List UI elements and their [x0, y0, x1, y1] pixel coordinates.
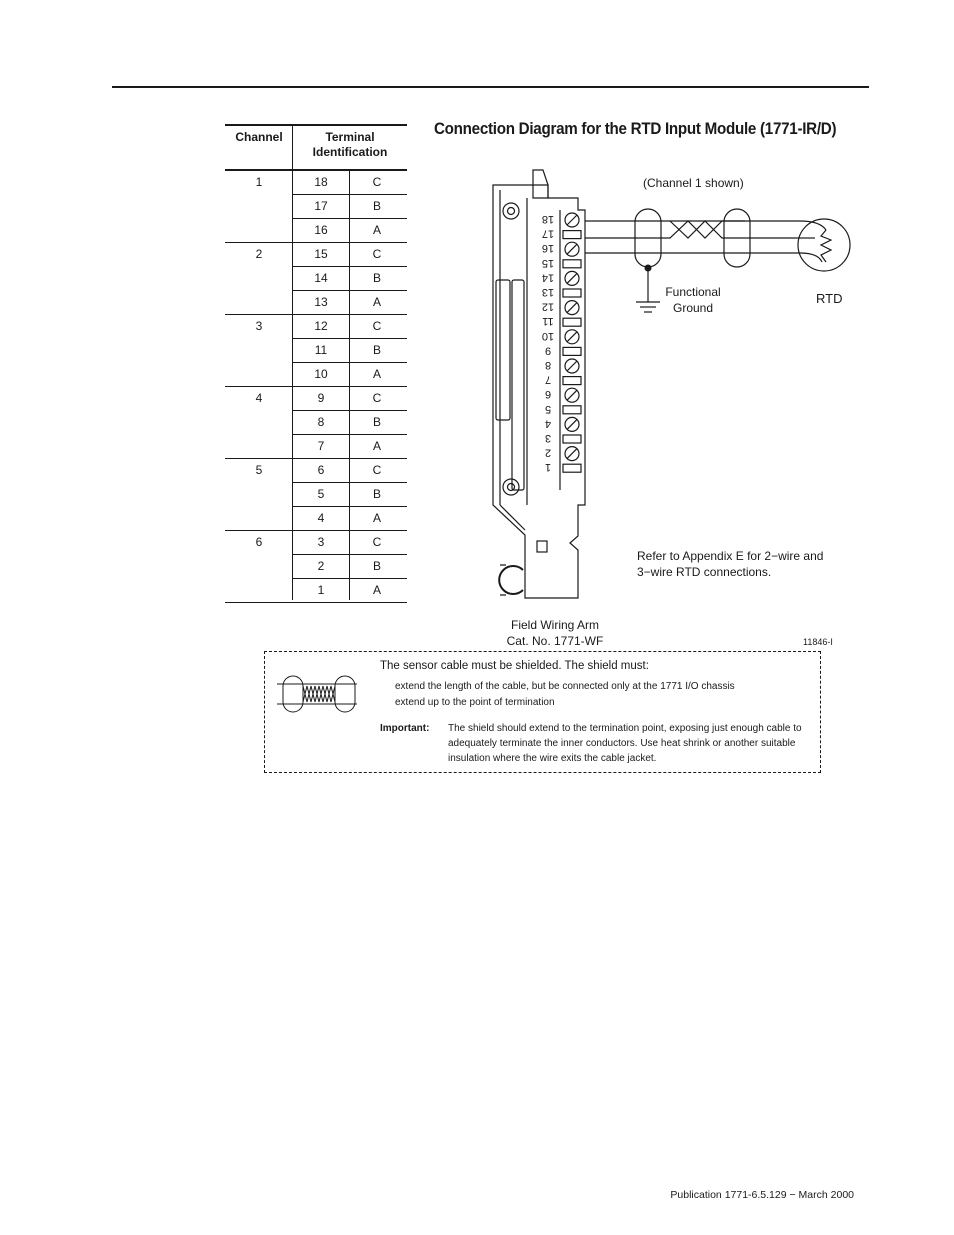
identification-cell: B [372, 343, 381, 357]
terminal-cell: 18 [314, 175, 328, 189]
terminal-cell: 10 [314, 367, 328, 381]
terminal-clamp-icon [563, 435, 581, 443]
terminal-screw-slot [567, 361, 577, 371]
appendix-note-line1: Refer to Appendix E for 2−wire and [637, 549, 824, 563]
important-text [448, 721, 802, 766]
wiring-arm-line2: Cat. No. 1771-WF [506, 634, 604, 648]
terminal-cell: 14 [314, 271, 328, 285]
identification-cell: A [372, 511, 381, 525]
terminal-screw-slot [567, 419, 577, 429]
terminal-number: 16 [541, 242, 555, 255]
terminal-clamp-icon [563, 377, 581, 385]
identification-cell: A [372, 583, 381, 597]
terminal-number: 10 [541, 329, 555, 342]
terminal-cell: 1 [317, 583, 325, 597]
terminal-clamp-icon [563, 318, 581, 326]
terminal-screw-slot [567, 390, 577, 400]
wiring-arm-label [490, 617, 620, 649]
arm-clip-icon [499, 566, 523, 594]
terminal-cell: 7 [317, 439, 325, 453]
shield-bullet-2: extend up to the point of termination [395, 697, 555, 708]
appendix-note [637, 548, 823, 580]
wiring-arm-outline [493, 185, 585, 598]
terminal-screw-slot [567, 244, 577, 254]
terminal-header-line2: Identification [312, 145, 388, 159]
identification-cell: A [372, 295, 381, 309]
terminal-screws [563, 213, 581, 472]
terminal-clamp-icon [563, 289, 581, 297]
terminal-header-line1: Terminal [325, 130, 375, 144]
terminal-number: 15 [541, 256, 555, 269]
terminal-cell: 8 [317, 415, 325, 429]
rtd-label: RTD [816, 291, 843, 306]
terminal-cell: 6 [317, 463, 325, 477]
identification-cell: C [372, 463, 382, 477]
channel-shown-label: (Channel 1 shown) [643, 176, 744, 190]
mount-screw-bottom-icon [503, 479, 519, 495]
mount-screw-top-icon [503, 203, 519, 219]
terminal-clamp-icon [563, 406, 581, 414]
terminal-number: 5 [544, 402, 552, 415]
terminal-cell: 17 [314, 199, 328, 213]
terminal-cell: 3 [317, 535, 325, 549]
functional-ground-label [655, 284, 731, 316]
functional-ground-line2: Ground [672, 301, 714, 315]
terminal-number: 18 [541, 213, 555, 225]
terminal-screw-slot [567, 449, 577, 459]
important-line-2: adequately terminate the inner conductors. Use heat shrink or another suitable [448, 738, 796, 749]
terminal-screw-slot [567, 332, 577, 342]
terminal-cell: 12 [314, 319, 328, 333]
ground-junction-icon [645, 265, 652, 272]
appendix-note-line2: 3−wire RTD connections. [637, 565, 772, 579]
channel-cell: 6 [255, 535, 263, 549]
terminal-number: 1 [544, 461, 552, 474]
wiring-arm-tab [533, 170, 548, 198]
terminal-cell: 13 [314, 295, 328, 309]
identification-cell: C [372, 175, 382, 189]
channel-header: Channel [235, 130, 283, 144]
terminal-number: 2 [544, 446, 552, 459]
channel-cell: 4 [255, 391, 263, 405]
identification-cell: A [372, 223, 381, 237]
terminal-number: 7 [544, 373, 552, 386]
terminal-screw-slot [567, 215, 577, 225]
terminal-labels [542, 213, 554, 473]
functional-ground-line1: Functional [665, 285, 721, 299]
shield-note-box [264, 651, 821, 773]
identification-cell: B [372, 271, 381, 285]
shield-note-heading: The sensor cable must be shielded. The shield must: [380, 660, 649, 672]
terminal-cell: 2 [317, 559, 325, 573]
identification-cell: B [372, 487, 381, 501]
terminal-number: 3 [544, 432, 552, 444]
terminal-number: 9 [544, 344, 552, 357]
arm-slot-upper [496, 280, 510, 420]
arm-slot-lower [512, 280, 524, 490]
terminal-clamp-icon [563, 464, 581, 472]
wiring-arm-line1: Field Wiring Arm [510, 618, 599, 632]
identification-cell: B [372, 559, 381, 573]
terminal-number: 12 [541, 300, 555, 313]
diagram-title: Connection Diagram for the RTD Input Module (1771-IR/D) [434, 120, 837, 138]
identification-cell: C [372, 319, 382, 333]
important-line-1: The shield should extend to the termination point, exposing just enough cable to [448, 723, 802, 734]
important-line-3: insulation where the wire exits the cable jacket. [448, 753, 657, 764]
identification-cell: A [372, 367, 381, 381]
channel-cell: 5 [255, 463, 263, 477]
terminal-screw-slot [567, 273, 577, 283]
shielded-cable-icon [277, 674, 357, 714]
terminal-cell: 15 [314, 247, 328, 261]
terminal-clamp-icon [563, 231, 581, 239]
terminal-number: 6 [544, 388, 552, 401]
identification-cell: B [372, 199, 381, 213]
terminal-cell: 4 [317, 511, 325, 525]
identification-cell: C [372, 535, 382, 549]
identification-cell: C [372, 391, 382, 405]
channel-cell: 1 [255, 175, 263, 189]
identification-cell: B [372, 415, 381, 429]
terminal-cell: 5 [317, 487, 325, 501]
identification-cell: A [372, 439, 381, 453]
terminal-cell: 16 [314, 223, 328, 237]
terminal-number: 4 [544, 417, 552, 430]
terminal-number: 11 [542, 315, 554, 328]
arm-key [537, 541, 547, 552]
terminal-screw-slot [567, 303, 577, 313]
terminal-clamp-icon [563, 347, 581, 355]
shield-bullet-1: extend the length of the cable, but be connected only at the 1771 I/O chassis [395, 681, 735, 692]
terminal-cell: 9 [317, 391, 325, 405]
identification-cell: C [372, 247, 382, 261]
terminal-number: 8 [544, 359, 552, 371]
figure-id: 11846-I [803, 637, 833, 647]
channel-cell: 2 [255, 247, 263, 261]
terminal-cell: 11 [314, 343, 328, 357]
terminal-number: 17 [541, 227, 555, 240]
channel-cell: 3 [255, 319, 263, 333]
publication-footer: Publication 1771-6.5.129 − March 2000 [670, 1189, 854, 1201]
terminal-number: 13 [541, 286, 555, 298]
terminal-clamp-icon [563, 260, 581, 268]
terminal-number: 14 [541, 271, 555, 284]
important-label: Important: [380, 723, 430, 734]
